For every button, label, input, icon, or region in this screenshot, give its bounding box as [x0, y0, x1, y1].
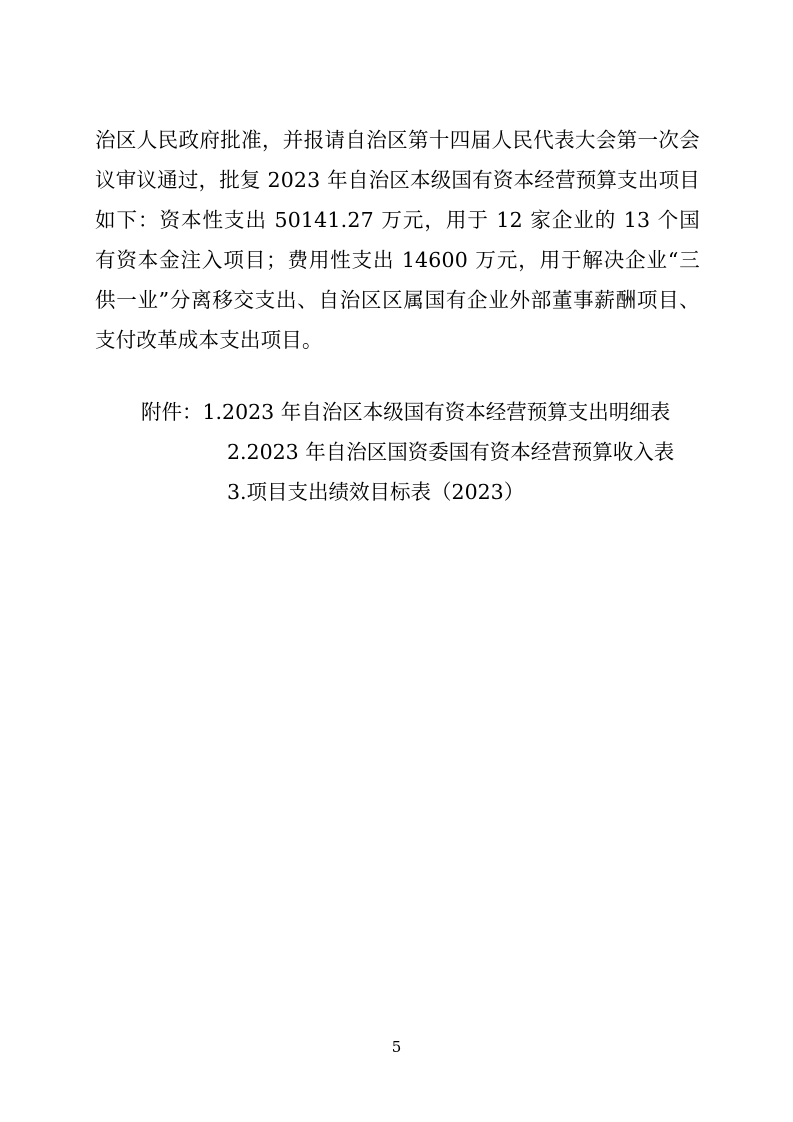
- paragraph-continuation: 治区人民政府批准，并报请自治区第十四届人民代表大会第一次会议审议通过，批复 2023 年自治区本级国有资本经营预算支出项目如下：资本性支出 50141.27 万元，用于 12 家企业的 13 个国有资本金注入项目；费用性支出 14600 万元，用于解决企业“三供一业”分离移交支出、自治区区属国有企业外部董事薪酬项目、支付改革成本支出项目。: [95, 128, 700, 352]
- attachment-item-1: 1.2023 年自治区本级国有资本经营预算支出明细表: [202, 400, 671, 424]
- body-text-block: [95, 120, 700, 360]
- attachments-block: [95, 392, 700, 512]
- attachments-label: 附件：: [141, 400, 203, 424]
- attachment-line-3: 3.项目支出绩效目标表（2023）: [227, 480, 525, 504]
- page-number: 5: [391, 1038, 402, 1056]
- attachment-line-2: 2.2023 年自治区国资委国有资本经营预算收入表: [227, 440, 675, 464]
- attachment-line-1: [95, 392, 700, 432]
